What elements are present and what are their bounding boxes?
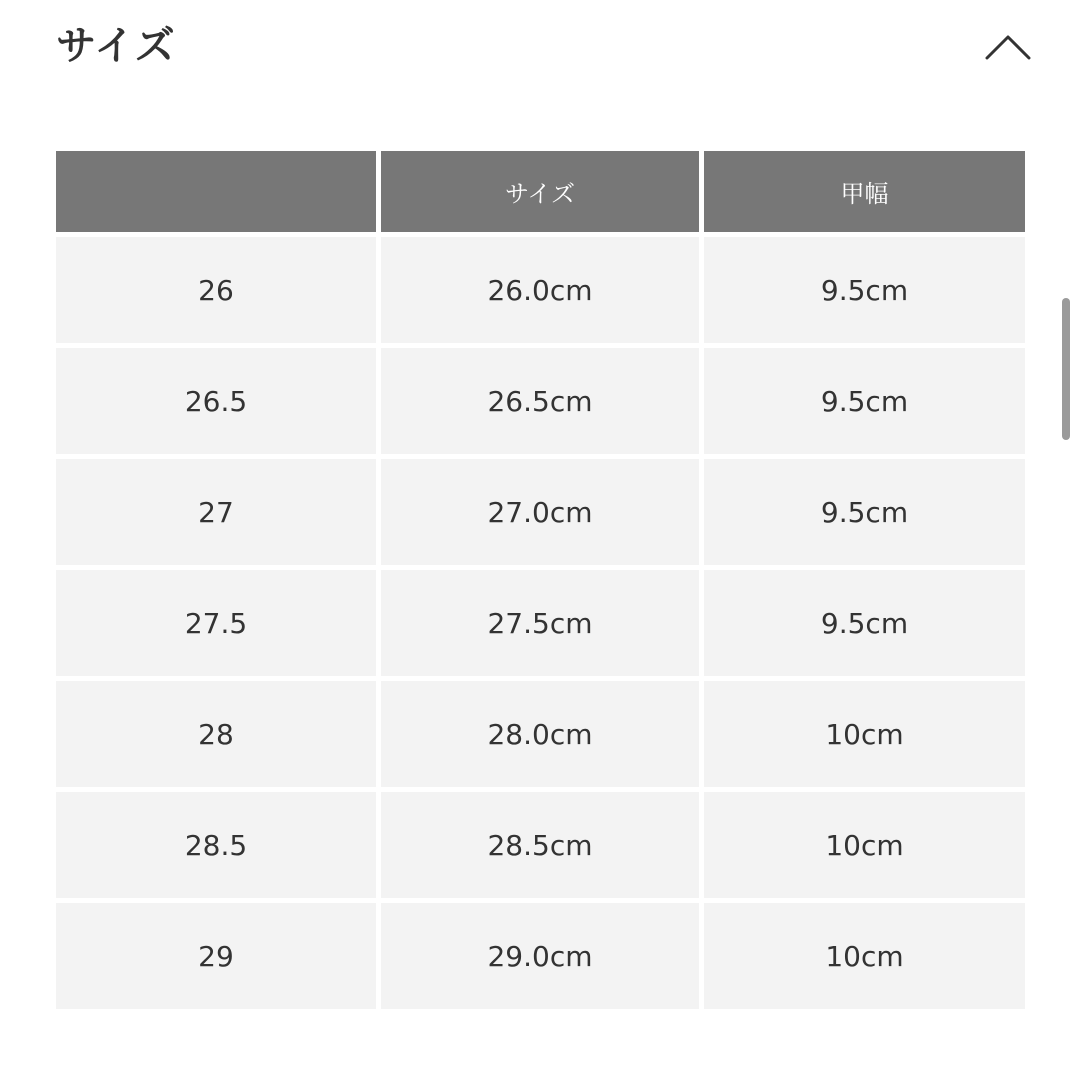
table-cell-label: 28.5 bbox=[56, 792, 376, 898]
table-cell-size: 27.5cm bbox=[381, 570, 699, 676]
table-cell-size: 26.0cm bbox=[381, 237, 699, 343]
table-cell-label: 26.5 bbox=[56, 348, 376, 454]
table-cell-label: 28 bbox=[56, 681, 376, 787]
table-cell-width: 10cm bbox=[704, 903, 1025, 1009]
table-cell-width: 9.5cm bbox=[704, 570, 1025, 676]
size-table bbox=[56, 151, 1025, 1014]
table-row bbox=[56, 681, 1025, 787]
table-cell-size: 28.0cm bbox=[381, 681, 699, 787]
table-row bbox=[56, 792, 1025, 898]
header-cell-size: サイズ bbox=[381, 151, 699, 232]
vertical-scrollbar[interactable] bbox=[1062, 298, 1070, 440]
table-cell-label: 27 bbox=[56, 459, 376, 565]
table-cell-width: 10cm bbox=[704, 792, 1025, 898]
section-title: サイズ bbox=[56, 23, 176, 69]
table-cell-label: 26 bbox=[56, 237, 376, 343]
table-cell-width: 9.5cm bbox=[704, 348, 1025, 454]
table-row bbox=[56, 570, 1025, 676]
table-cell-size: 29.0cm bbox=[381, 903, 699, 1009]
table-cell-width: 10cm bbox=[704, 681, 1025, 787]
table-cell-size: 28.5cm bbox=[381, 792, 699, 898]
collapse-button[interactable] bbox=[984, 22, 1032, 70]
table-cell-label: 29 bbox=[56, 903, 376, 1009]
table-cell-width: 9.5cm bbox=[704, 237, 1025, 343]
table-row bbox=[56, 459, 1025, 565]
table-cell-size: 27.0cm bbox=[381, 459, 699, 565]
table-row bbox=[56, 348, 1025, 454]
table-row bbox=[56, 237, 1025, 343]
table-cell-size: 26.5cm bbox=[381, 348, 699, 454]
header-cell-instep-width: 甲幅 bbox=[704, 151, 1025, 232]
table-row bbox=[56, 903, 1025, 1009]
chevron-up-icon bbox=[984, 22, 1032, 70]
table-header-row bbox=[56, 151, 1025, 232]
size-section-header[interactable] bbox=[56, 18, 1032, 74]
table-cell-label: 27.5 bbox=[56, 570, 376, 676]
header-cell-blank bbox=[56, 151, 376, 232]
table-cell-width: 9.5cm bbox=[704, 459, 1025, 565]
